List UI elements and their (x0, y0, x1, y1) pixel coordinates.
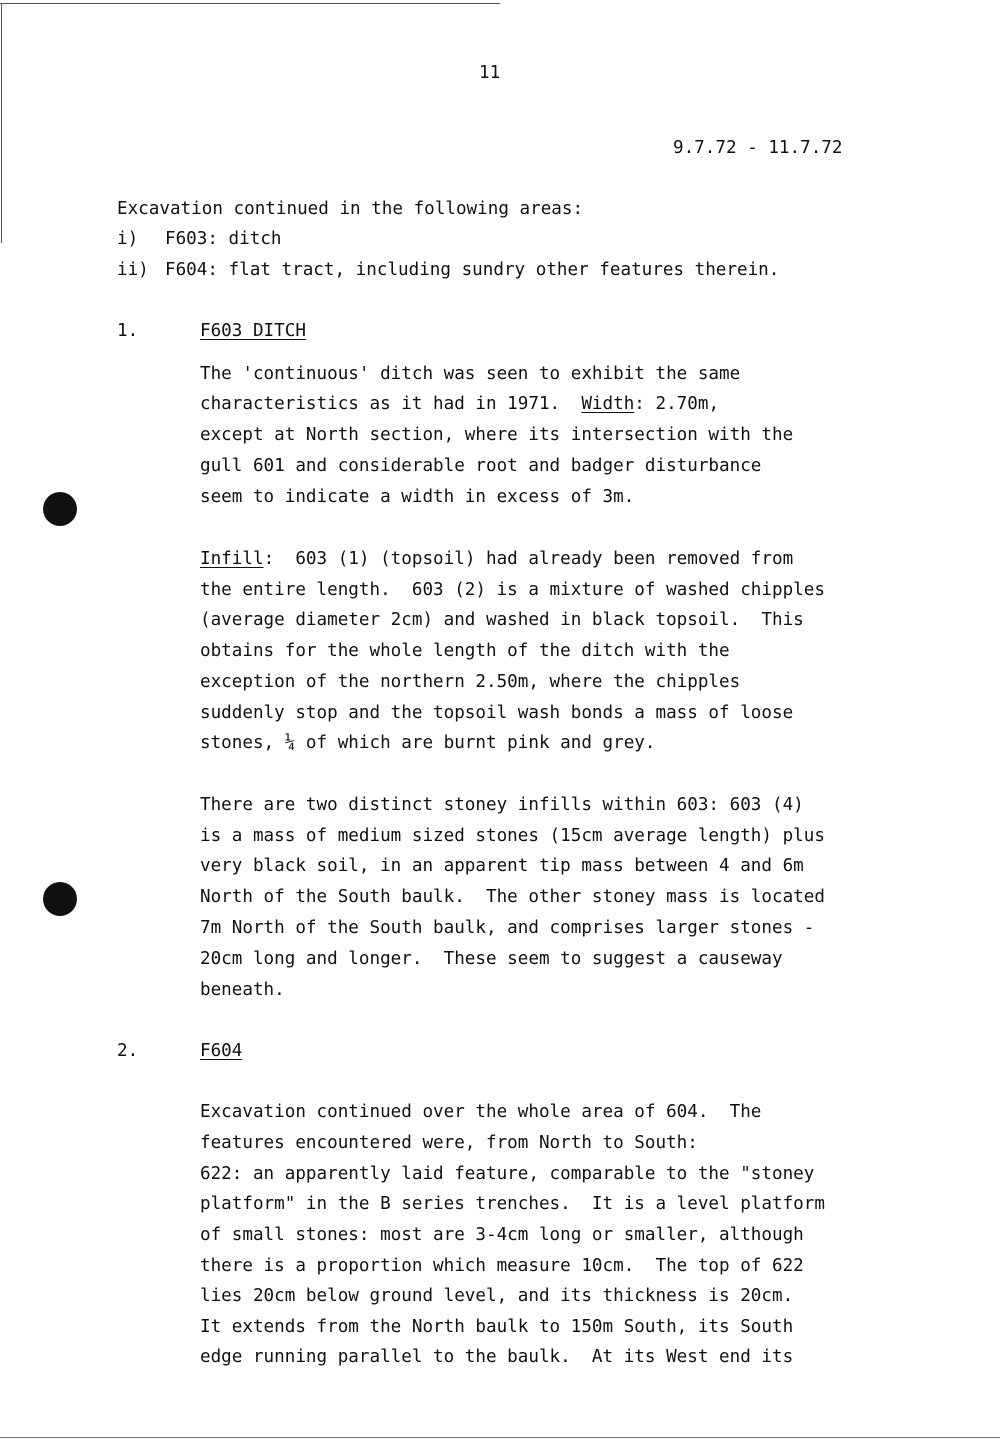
punch-hole-upper (43, 492, 77, 526)
body-line: 7m North of the South baulk, and comprises larger stones - (200, 918, 815, 938)
body-line: 622: an apparently laid feature, comparable to the "stoney (200, 1164, 815, 1184)
section-heading: F604 (200, 1041, 243, 1061)
body-line: beneath. (200, 980, 285, 1000)
page-edge-top (0, 3, 500, 4)
page-number: 11 (479, 63, 501, 83)
body-line: lies 20cm below ground level, and its thickness is 20cm. (200, 1286, 794, 1306)
body-line: features encountered were, from North to South: (200, 1133, 698, 1153)
body-line: 20cm long and longer. These seem to suggest a causeway (200, 949, 783, 969)
date-range: 9.7.72 - 11.7.72 (673, 138, 843, 158)
body-line: There are two distinct stoney infills within 603: 603 (4) (200, 795, 804, 815)
body-line: edge running parallel to the baulk. At its West end its (200, 1347, 794, 1367)
body-line: seem to indicate a width in excess of 3m. (200, 487, 635, 507)
body-line (200, 549, 793, 569)
body-line: (average diameter 2cm) and washed in black topsoil. This (200, 610, 804, 630)
body-line: North of the South baulk. The other stoney mass is located (200, 887, 825, 907)
infill-label: Infill (200, 549, 264, 569)
area-item: F604: flat tract, including sundry other features therein. (165, 260, 780, 280)
body-line: obtains for the whole length of the ditch with the (200, 641, 730, 661)
width-label: Width (581, 394, 635, 414)
page-edge-bottom (0, 1437, 1000, 1438)
area-marker: i) (117, 229, 139, 249)
body-line: gull 601 and considerable root and badger disturbance (200, 456, 762, 476)
body-line: Excavation continued over the whole area of 604. The (200, 1102, 762, 1122)
body-line: the entire length. 603 (2) is a mixture of washed chipples (200, 580, 825, 600)
text-run: characteristics as it had in 1971. (200, 394, 582, 414)
section-heading: F603 DITCH (200, 321, 306, 341)
body-line: there is a proportion which measure 10cm. The top of 622 (200, 1256, 804, 1276)
text-run: : 2.70m, (634, 394, 720, 414)
page-edge-left (1, 3, 2, 243)
body-line: stones, ¼ of which are burnt pink and grey. (200, 733, 656, 753)
body-line: very black soil, in an apparent tip mass between 4 and 6m (200, 856, 804, 876)
body-line: of small stones: most are 3-4cm long or smaller, although (200, 1225, 804, 1245)
body-line: except at North section, where its intersection with the (200, 425, 794, 445)
body-line: is a mass of medium sized stones (15cm average length) plus (200, 826, 825, 846)
punch-hole-lower (43, 882, 77, 916)
body-line: The 'continuous' ditch was seen to exhibit the same (200, 364, 741, 384)
area-marker: ii) (117, 260, 149, 280)
body-line: It extends from the North baulk to 150m South, its South (200, 1317, 794, 1337)
body-line: suddenly stop and the topsoil wash bonds a mass of loose (200, 703, 794, 723)
section-number: 1. (117, 321, 139, 341)
section-number: 2. (117, 1041, 139, 1061)
body-line: exception of the northern 2.50m, where the chipples (200, 672, 741, 692)
body-line (200, 394, 719, 414)
intro-text: Excavation continued in the following areas: (117, 199, 584, 219)
text-run: : 603 (1) (topsoil) had already been removed from (263, 549, 794, 569)
area-item: F603: ditch (165, 229, 282, 249)
body-line: platform" in the B series trenches. It is a level platform (200, 1194, 825, 1214)
